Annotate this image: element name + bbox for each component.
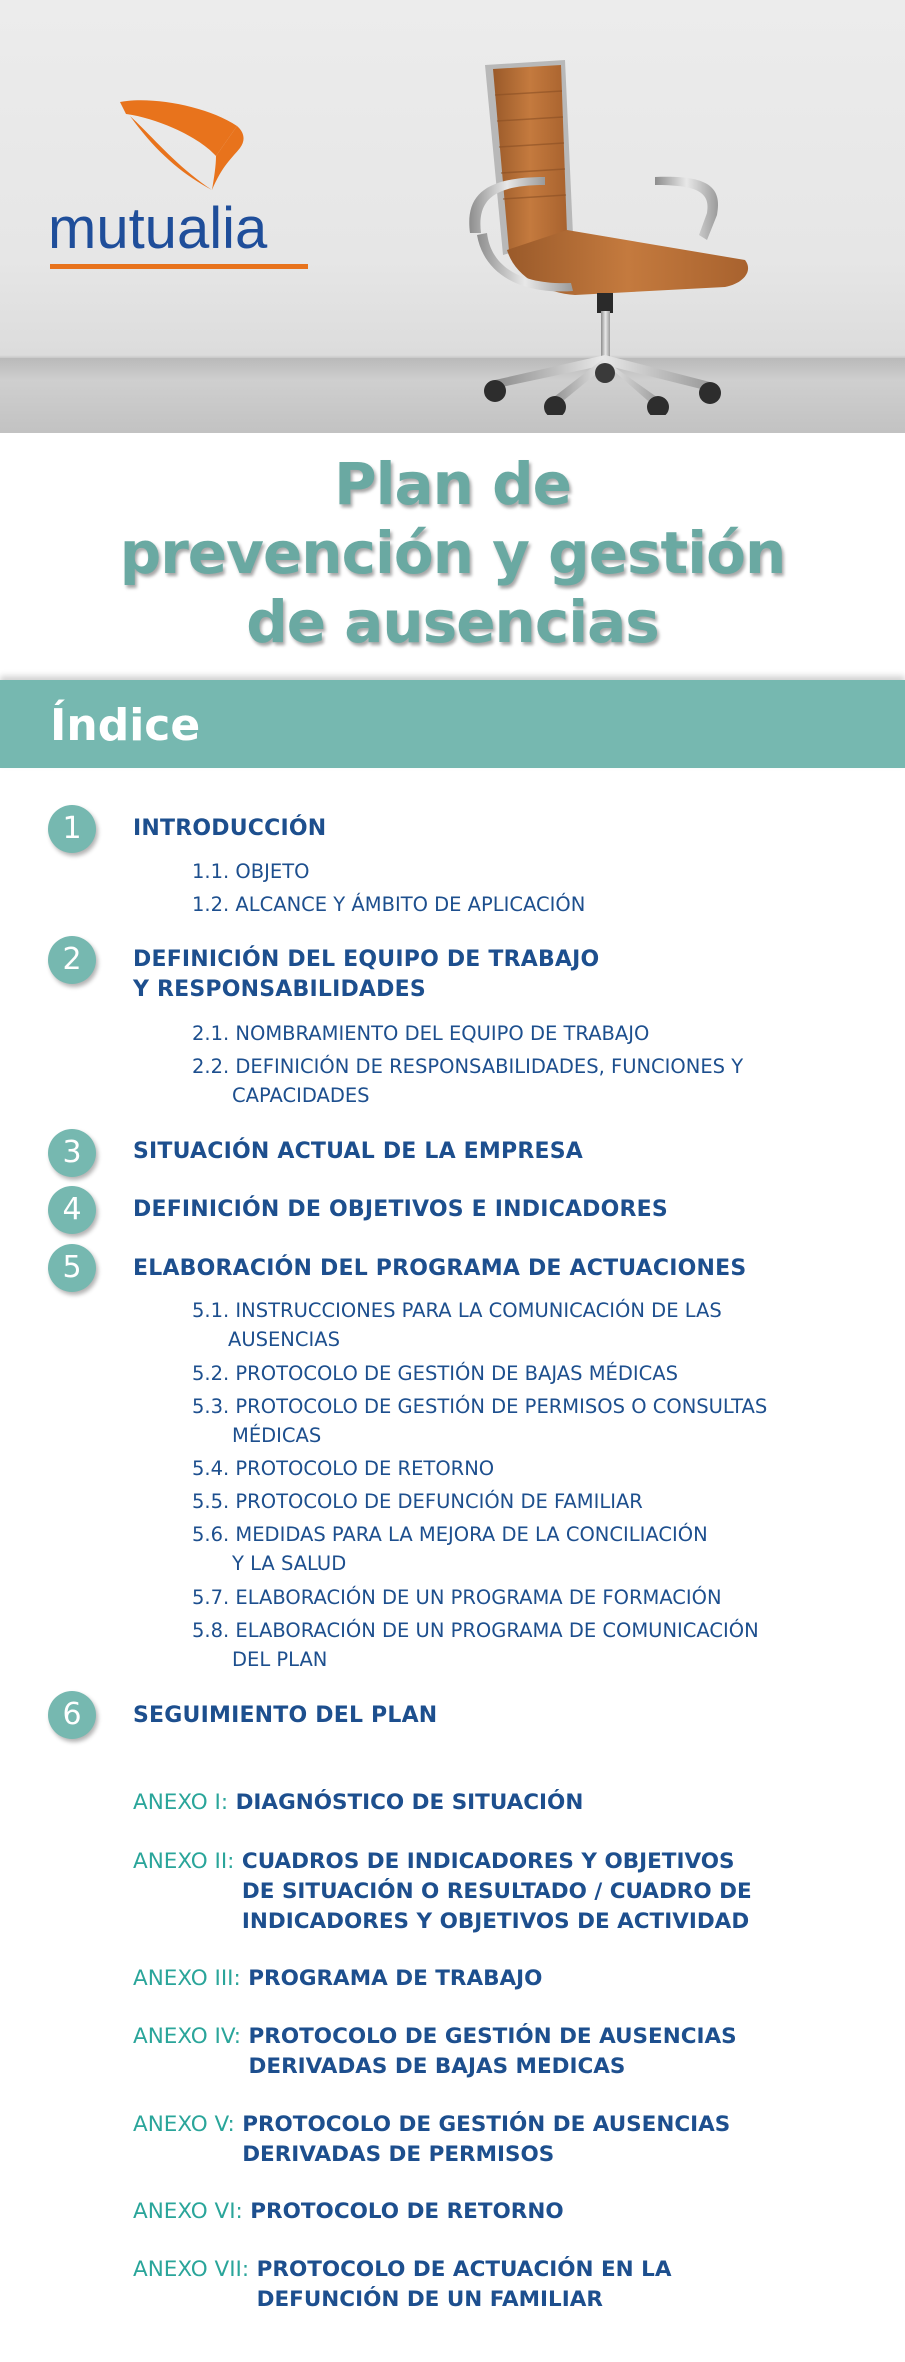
toc-section-title[interactable] [133,1137,583,1167]
annex-title-line: DIAGNÓSTICO DE SITUACIÓN [235,1790,584,1815]
toc-subsection-line: 5.4. PROTOCOLO DE RETORNO [192,1457,495,1480]
toc-section-title-line: Y RESPONSABILIDADES [133,977,426,1002]
toc-subsection-line: AUSENCIAS [228,1328,340,1351]
hero-banner [0,0,905,433]
section-number-badge: 4 [48,1186,96,1234]
toc-section-title-line: ELABORACIÓN DEL PROGRAMA DE ACTUACIONES [133,1256,747,1281]
toc-subsection-line: 2.1. NOMBRAMIENTO DEL EQUIPO DE TRABAJO [192,1022,650,1045]
toc-annex[interactable] [133,2255,672,2315]
toc-subsection[interactable] [192,1296,722,1354]
toc-subsection-line: Y LA SALUD [232,1552,347,1575]
title-line-1: Plan de [334,450,571,518]
toc-section-title[interactable] [133,1195,668,1225]
toc-annex[interactable] [133,1847,752,1937]
toc-annex[interactable] [133,2197,564,2227]
annex-label: ANEXO I: [133,1790,229,1815]
annex-label: ANEXO V: [133,2112,235,2137]
toc-annex[interactable] [133,1788,583,1818]
toc-subsection[interactable] [192,1392,767,1450]
annex-label: ANEXO VI: [133,2199,243,2224]
toc-subsection-line: 5.7. ELABORACIÓN DE UN PROGRAMA DE FORMACIÓN [192,1586,722,1609]
toc-subsection-line: DEL PLAN [232,1648,328,1671]
annex-title-line: PROTOCOLO DE GESTIÓN DE AUSENCIAS [248,2024,737,2049]
title-line-2: prevención y gestión [119,519,786,587]
toc-section-title[interactable] [133,814,326,844]
toc-subsection[interactable] [192,1583,722,1612]
toc-section-title[interactable] [133,945,599,1005]
annex-label: ANEXO IV: [133,2024,242,2049]
toc-subsection[interactable] [192,1454,494,1483]
office-chair-icon [455,55,755,415]
toc-subsection[interactable] [192,1052,743,1110]
toc-subsection-line: CAPACIDADES [232,1084,370,1107]
toc-annex[interactable] [133,1964,542,1994]
toc-subsection-line: MÉDICAS [232,1424,322,1447]
toc-annex[interactable] [133,2110,730,2170]
toc-subsection-line: 5.3. PROTOCOLO DE GESTIÓN DE PERMISOS O CONSULTAS [192,1395,768,1418]
annex-title-line: INDICADORES Y OBJETIVOS DE ACTIVIDAD [241,1909,750,1934]
toc-subsection[interactable] [192,1359,678,1388]
annex-title-line: PROTOCOLO DE GESTIÓN DE AUSENCIAS [242,2112,731,2137]
toc-subsection[interactable] [192,1487,643,1516]
title-line-3: de ausencias [246,588,659,656]
toc-annex[interactable] [133,2022,737,2082]
logo-wordmark: mutualia [48,196,268,261]
annex-title-line: PROTOCOLO DE ACTUACIÓN EN LA [256,2257,672,2282]
floor [0,358,905,433]
toc-subsection-line: 5.8. ELABORACIÓN DE UN PROGRAMA DE COMUNICACIÓN [192,1619,759,1642]
toc-subsection-line: 5.6. MEDIDAS PARA LA MEJORA DE LA CONCILIACIÓN [192,1523,708,1546]
document-title [0,450,905,657]
section-number-badge: 2 [48,936,96,984]
toc-subsection-line: 2.2. DEFINICIÓN DE RESPONSABILIDADES, FUNCIONES Y [192,1055,744,1078]
section-number-badge: 3 [48,1129,96,1177]
annex-title-line: DE SITUACIÓN O RESULTADO / CUADRO DE [241,1879,752,1904]
annex-label: ANEXO VII: [133,2257,250,2282]
toc-section-title[interactable] [133,1254,746,1284]
section-number-badge: 6 [48,1691,96,1739]
toc-subsection-line: 5.5. PROTOCOLO DE DEFUNCIÓN DE FAMILIAR [192,1490,643,1513]
toc-subsection[interactable] [192,857,309,886]
annex-label: ANEXO II: [133,1849,235,1874]
toc-section-title-line: SEGUIMIENTO DEL PLAN [133,1703,438,1728]
annex-title-line: DERIVADAS DE BAJAS MEDICAS [248,2054,626,2079]
toc-subsection-line: 5.2. PROTOCOLO DE GESTIÓN DE BAJAS MÉDICAS [192,1362,678,1385]
toc-subsection[interactable] [192,1019,649,1048]
logo-swoosh-icon [112,96,312,196]
toc-section-title-line: DEFINICIÓN DEL EQUIPO DE TRABAJO [133,947,600,972]
toc-section-title-line: INTRODUCCIÓN [133,816,327,841]
annex-title-line: PROTOCOLO DE RETORNO [250,2199,564,2224]
toc-subsection[interactable] [192,1520,708,1578]
toc-section-title-line: SITUACIÓN ACTUAL DE LA EMPRESA [133,1139,583,1164]
annex-title-line: DEFUNCIÓN DE UN FAMILIAR [256,2287,603,2312]
toc-section-title[interactable] [133,1701,437,1731]
annex-title-line: CUADROS DE INDICADORES Y OBJETIVOS [241,1849,735,1874]
toc-subsection[interactable] [192,890,585,919]
mutualia-logo [48,96,318,276]
section-number-badge: 5 [48,1244,96,1292]
annex-title-line: PROGRAMA DE TRABAJO [248,1966,543,1991]
toc-subsection-line: 5.1. INSTRUCCIONES PARA LA COMUNICACIÓN DE LAS [192,1299,722,1322]
annex-title-line: DERIVADAS DE PERMISOS [242,2142,555,2167]
logo-underline [50,264,308,269]
toc-subsection-line: 1.2. ALCANCE Y ÁMBITO DE APLICACIÓN [192,893,586,916]
annex-label: ANEXO III: [133,1966,241,1991]
index-header-bar [0,680,905,768]
section-number-badge: 1 [48,805,96,853]
toc-subsection[interactable] [192,1616,759,1674]
toc-section-title-line: DEFINICIÓN DE OBJETIVOS E INDICADORES [133,1197,668,1222]
toc-subsection-line: 1.1. OBJETO [192,860,310,883]
index-heading: Índice [50,700,201,751]
